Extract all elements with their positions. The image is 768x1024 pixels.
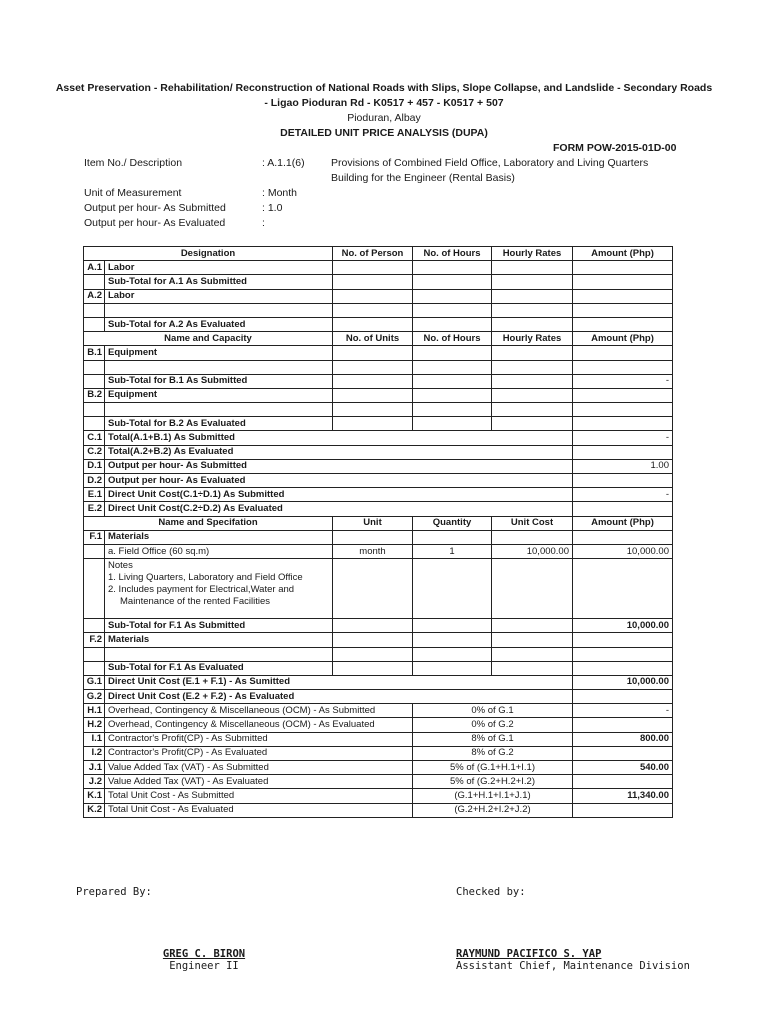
table-row	[84, 303, 673, 317]
table-row	[84, 488, 673, 502]
table-row	[84, 431, 673, 445]
table-row	[84, 675, 673, 689]
row-code: J.1	[84, 761, 105, 775]
item-description-line1: Provisions of Combined Field Office, Laboratory and Living Quarters	[331, 157, 649, 169]
row-code: D.2	[84, 474, 105, 488]
summary-formula: (G.1+H.1+I.1+J.1)	[413, 789, 573, 803]
summary-amount	[573, 690, 673, 704]
col-header-amount: Amount (Php)	[573, 332, 673, 346]
table-row	[84, 374, 673, 388]
table-row	[84, 746, 673, 760]
prepared-by-block	[144, 948, 264, 972]
material-amount: 10,000.00	[573, 544, 673, 558]
row-label: Equipment	[105, 346, 333, 360]
col-header-name-spec: Name and Specifation	[84, 516, 333, 530]
summary-amount: -	[573, 704, 673, 718]
col-header-quantity: Quantity	[413, 516, 492, 530]
summary-formula: (G.2+H.2+I.2+J.2)	[413, 803, 573, 817]
table-row	[84, 619, 673, 633]
table-row	[84, 261, 673, 275]
table-row	[84, 289, 673, 303]
col-header-amount: Amount (Php)	[573, 516, 673, 530]
table-row	[84, 775, 673, 789]
output-evaluated-label: Output per hour- As Evaluated	[84, 217, 226, 229]
summary-label: Value Added Tax (VAT) - As Evaluated	[105, 775, 413, 789]
table-row	[84, 633, 673, 647]
equipment-header-row	[84, 332, 673, 346]
project-location: Pioduran, Albay	[347, 112, 421, 124]
summary-label: Total Unit Cost - As Evaluated	[105, 803, 413, 817]
summary-formula: 5% of (G.2+H.2+I.2)	[413, 775, 573, 789]
unit-value: : Month	[262, 187, 298, 199]
labor-header-row	[84, 247, 673, 261]
table-row	[84, 647, 673, 661]
table-row	[84, 732, 673, 746]
output-evaluated-amount	[573, 474, 673, 488]
item-number: : A.1.1(6)	[262, 157, 305, 169]
direct-cost-evaluated-amount	[573, 502, 673, 516]
table-row	[84, 403, 673, 417]
col-header-name-capacity: Name and Capacity	[84, 332, 333, 346]
row-code: F.2	[84, 633, 105, 647]
checked-by-block	[456, 948, 690, 972]
row-code: K.1	[84, 789, 105, 803]
table-row	[84, 459, 673, 473]
table-row	[84, 530, 673, 544]
notes-title: Notes	[108, 560, 133, 572]
row-code: E.1	[84, 488, 105, 502]
material-description: a. Field Office (60 sq.m)	[105, 544, 333, 558]
row-code: A.2	[84, 289, 105, 303]
table-row	[84, 502, 673, 516]
subtotal-label: Sub-Total for A.2 As Evaluated	[105, 317, 333, 331]
row-code: C.2	[84, 445, 105, 459]
material-unit-cost: 10,000.00	[492, 544, 573, 558]
row-code: H.2	[84, 718, 105, 732]
summary-amount: 11,340.00	[573, 789, 673, 803]
summary-formula: 5% of (G.1+H.1+I.1)	[413, 761, 573, 775]
table-row	[84, 690, 673, 704]
table-row	[84, 275, 673, 289]
project-title-line1: Asset Preservation - Rehabilitation/ Reconstruction of National Roads with Slips, Slope Collapse, and Landslide - Secondary Roads	[55, 82, 713, 94]
subtotal-label: Sub-Total for A.1 As Submitted	[105, 275, 333, 289]
total-submitted-label: Total(A.1+B.1) As Submitted	[105, 431, 573, 445]
subtotal-label: Sub-Total for F.1 As Evaluated	[105, 661, 333, 675]
col-header-units: No. of Units	[333, 332, 413, 346]
dupa-table	[83, 246, 673, 818]
summary-formula: 0% of G.1	[413, 704, 573, 718]
summary-amount	[573, 803, 673, 817]
col-header-persons: No. of Person	[333, 247, 413, 261]
direct-cost-evaluated-label: Direct Unit Cost(C.2÷D.2) As Evaluated	[105, 502, 573, 516]
col-header-unit-cost: Unit Cost	[492, 516, 573, 530]
col-header-unit: Unit	[333, 516, 413, 530]
output-submitted-label: Output per hour- As Submitted	[84, 202, 226, 214]
summary-formula: 8% of G.1	[413, 732, 573, 746]
summary-label: Direct Unit Cost (E.2 + F.2) - As Evaluated	[105, 690, 573, 704]
form-number: FORM POW-2015-01D-00	[553, 142, 677, 154]
summary-amount: 800.00	[573, 732, 673, 746]
row-code: E.2	[84, 502, 105, 516]
output-evaluated-value: :	[262, 217, 265, 229]
row-code: H.1	[84, 704, 105, 718]
total-evaluated-amount	[573, 445, 673, 459]
row-code: G.2	[84, 690, 105, 704]
subtotal-label: Sub-Total for B.2 As Evaluated	[105, 417, 333, 431]
summary-formula: 0% of G.2	[413, 718, 573, 732]
summary-formula: 8% of G.2	[413, 746, 573, 760]
table-row	[84, 474, 673, 488]
summary-amount	[573, 746, 673, 760]
row-code: D.1	[84, 459, 105, 473]
summary-amount: 540.00	[573, 761, 673, 775]
subtotal-amount: -	[573, 374, 673, 388]
row-code: I.1	[84, 732, 105, 746]
material-quantity: 1	[413, 544, 492, 558]
table-row	[84, 317, 673, 331]
total-evaluated-label: Total(A.2+B.2) As Evaluated	[105, 445, 573, 459]
col-header-amount: Amount (Php)	[573, 247, 673, 261]
output-submitted-row-label: Output per hour- As Submitted	[105, 459, 573, 473]
summary-label: Value Added Tax (VAT) - As Submitted	[105, 761, 413, 775]
summary-label: Total Unit Cost - As Submitted	[105, 789, 413, 803]
row-label: Equipment	[105, 388, 333, 402]
table-row	[84, 761, 673, 775]
summary-amount	[573, 718, 673, 732]
note-2b: Maintenance of the rented Facilities	[120, 596, 270, 608]
output-evaluated-row-label: Output per hour- As Evaluated	[105, 474, 573, 488]
material-unit: month	[333, 544, 413, 558]
col-header-designation: Designation	[84, 247, 333, 261]
direct-cost-submitted-label: Direct Unit Cost(C.1÷D.1) As Submitted	[105, 488, 573, 502]
notes-row	[84, 559, 673, 619]
table-row	[84, 417, 673, 431]
table-row	[84, 360, 673, 374]
table-row	[84, 544, 673, 558]
summary-amount: 10,000.00	[573, 675, 673, 689]
item-label: Item No./ Description	[84, 157, 183, 169]
direct-cost-submitted-amount: -	[573, 488, 673, 502]
table-row	[84, 445, 673, 459]
table-row	[84, 789, 673, 803]
col-header-rates: Hourly Rates	[492, 332, 573, 346]
col-header-hours: No. of Hours	[413, 332, 492, 346]
summary-label: Overhead, Contingency & Miscellaneous (OCM) - As Evaluated	[105, 718, 413, 732]
project-title-line2: - Ligao Pioduran Rd - K0517 + 457 - K0517 + 507	[264, 97, 504, 109]
summary-label: Contractor's Profit(CP) - As Submitted	[105, 732, 413, 746]
row-code: C.1	[84, 431, 105, 445]
summary-label: Direct Unit Cost (E.1 + F.1) - As Sumitted	[105, 675, 573, 689]
row-label: Labor	[105, 289, 333, 303]
summary-amount	[573, 775, 673, 789]
row-code: J.2	[84, 775, 105, 789]
table-row	[84, 803, 673, 817]
row-label: Materials	[105, 633, 333, 647]
table-row	[84, 661, 673, 675]
prepared-by-name: GREG C. BIRON	[162, 948, 246, 960]
unit-label: Unit of Measurement	[84, 187, 182, 199]
note-1: 1. Living Quarters, Laboratory and Field Office	[108, 572, 303, 584]
total-submitted-amount: -	[573, 431, 673, 445]
prepared-by-title: Engineer II	[169, 960, 239, 972]
note-2a: 2. Includes payment for Electrical,Water and	[108, 584, 295, 596]
subtotal-amount: 10,000.00	[573, 619, 673, 633]
document-title: DETAILED UNIT PRICE ANALYSIS (DUPA)	[280, 127, 488, 139]
prepared-by-label: Prepared By:	[76, 886, 152, 898]
col-header-rates: Hourly Rates	[492, 247, 573, 261]
summary-label: Contractor's Profit(CP) - As Evaluated	[105, 746, 413, 760]
row-label: Materials	[105, 530, 333, 544]
checked-by-name: RAYMUND PACIFICO S. YAP	[456, 948, 602, 960]
output-submitted-value: : 1.0	[262, 202, 283, 214]
row-label: Labor	[105, 261, 333, 275]
table-row	[84, 704, 673, 718]
table-row	[84, 718, 673, 732]
subtotal-label: Sub-Total for F.1 As Submitted	[105, 619, 333, 633]
item-description-line2: Building for the Engineer (Rental Basis)	[331, 172, 515, 184]
output-submitted-amount: 1.00	[573, 459, 673, 473]
row-code: G.1	[84, 675, 105, 689]
notes-cell	[105, 559, 333, 619]
row-code: A.1	[84, 261, 105, 275]
materials-header-row	[84, 516, 673, 530]
checked-by-title: Assistant Chief, Maintenance Division	[456, 960, 690, 972]
row-code: F.1	[84, 530, 105, 544]
col-header-hours: No. of Hours	[413, 247, 492, 261]
row-code: K.2	[84, 803, 105, 817]
subtotal-label: Sub-Total for B.1 As Submitted	[105, 374, 333, 388]
row-code: I.2	[84, 746, 105, 760]
table-row	[84, 388, 673, 402]
row-code: B.2	[84, 388, 105, 402]
table-row	[84, 346, 673, 360]
row-code: B.1	[84, 346, 105, 360]
summary-label: Overhead, Contingency & Miscellaneous (OCM) - As Submitted	[105, 704, 413, 718]
checked-by-label: Checked by:	[456, 886, 526, 898]
